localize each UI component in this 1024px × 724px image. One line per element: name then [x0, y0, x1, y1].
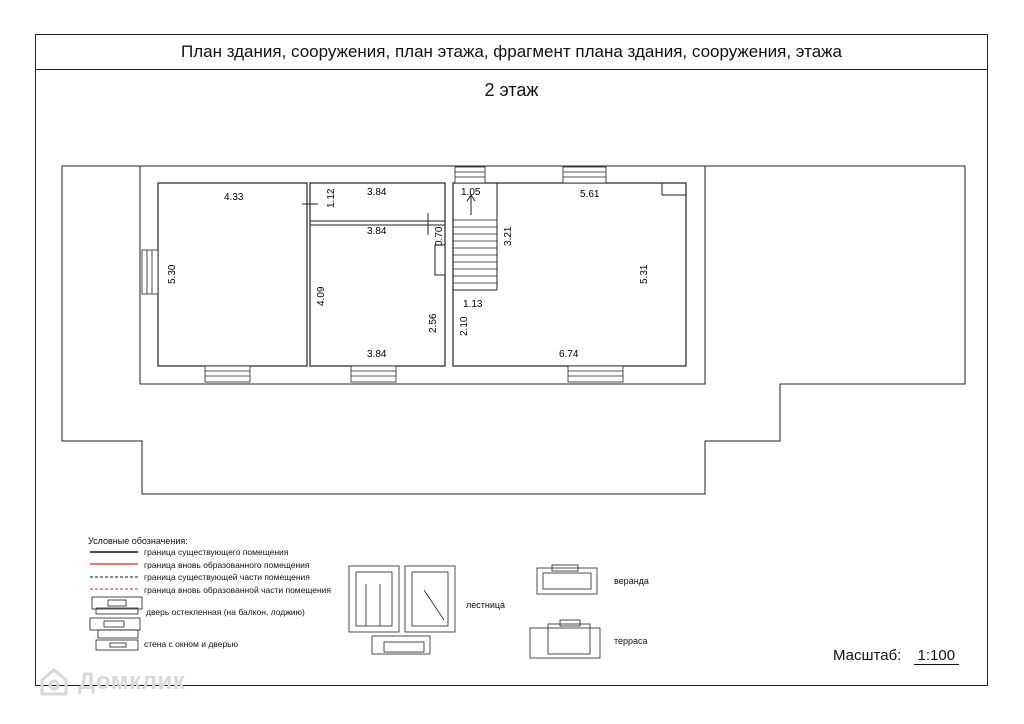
- legend-wall-symbol: [90, 618, 140, 650]
- dim-stair-bottom: 1.13: [463, 299, 483, 310]
- legend-new-label: граница вновь образованного помещения: [144, 560, 310, 570]
- legend-veranda-symbol: [537, 565, 597, 594]
- legend-existing-part-label: граница существующей части помещения: [144, 572, 310, 582]
- stair-arrow: [467, 195, 475, 215]
- dim-room2-height: 4.09: [316, 286, 327, 306]
- room-1: [158, 183, 307, 366]
- legend-veranda-label: веранда: [614, 576, 649, 586]
- terrace-outline: [62, 166, 965, 494]
- legend-stair-label: лестница: [466, 600, 506, 610]
- room-2: [310, 183, 445, 366]
- dim-stair-width: 1.05: [461, 187, 481, 198]
- dim-room3-bottom: 6.74: [559, 349, 579, 360]
- dim-room2-bottom: 3.84: [367, 349, 387, 360]
- legend-existing-label: граница существующего помещения: [144, 547, 289, 557]
- dim-stair-length: 3.21: [503, 226, 514, 246]
- room-2-niche: [435, 245, 445, 275]
- legend-door-label: дверь остекленная (на балкон, лоджию): [146, 607, 305, 617]
- legend-terrace-symbol: [530, 620, 600, 658]
- dim-corridor-width: 1.12: [326, 188, 337, 208]
- home-icon: [38, 666, 70, 698]
- scale-label: Масштаб:: [833, 647, 902, 664]
- floor-label: 2 этаж: [484, 80, 539, 100]
- scale-block: [833, 647, 959, 665]
- sheet-title: План здания, сооружения, план этажа, фрагмент плана здания, сооружения, этажа: [36, 35, 987, 70]
- room-3: [453, 183, 686, 366]
- legend-stair-symbol: [349, 566, 455, 654]
- dim-room2-mid: 3.84: [367, 226, 387, 237]
- watermark-text: Домклик: [78, 668, 186, 695]
- legend-door-symbol: [92, 597, 142, 614]
- legend-terrace-label: терраса: [614, 636, 648, 646]
- dim-room3-top: 5.61: [580, 189, 600, 200]
- legend-new-part-label: граница вновь образованной части помещения: [144, 585, 332, 595]
- stair-steps: [453, 220, 497, 283]
- room-3-corner: [662, 183, 686, 195]
- dim-room2-right: 2.56: [428, 313, 439, 333]
- legend-title: Условные обозначения:: [88, 536, 188, 546]
- dim-niche: 0.70: [434, 226, 445, 246]
- dim-room3-height: 5.31: [639, 264, 650, 284]
- dim-room1-width: 4.33: [224, 192, 244, 203]
- legend-wall-label: стена с окном и дверью: [144, 639, 238, 649]
- dim-room2-top: 3.84: [367, 187, 387, 198]
- scale-value: 1:100: [914, 647, 960, 665]
- dim-room1-height: 5.30: [167, 264, 178, 284]
- dim-stair-side: 2.10: [459, 316, 470, 336]
